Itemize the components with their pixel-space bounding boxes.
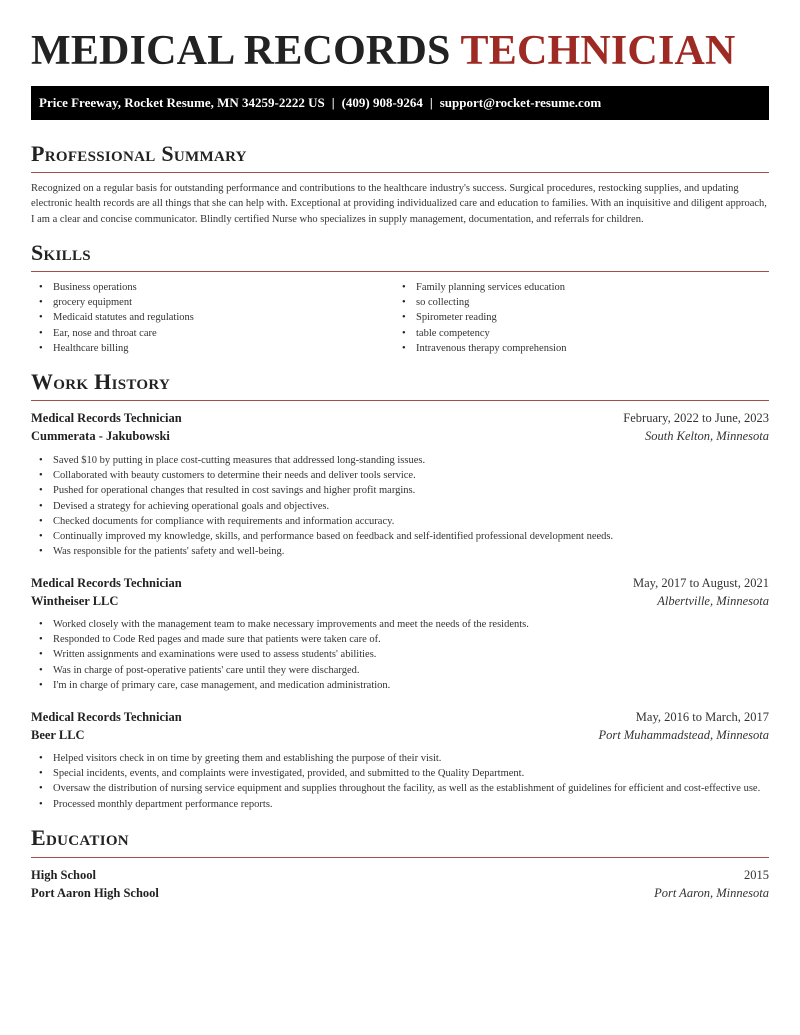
education-header <box>31 866 769 884</box>
section-divider <box>31 172 769 173</box>
job-header <box>31 574 769 592</box>
contact-separator: | <box>331 95 335 110</box>
job-bullets <box>31 453 769 559</box>
skill-item: • so collecting <box>394 295 769 310</box>
job-title: Medical Records Technician <box>31 411 182 425</box>
job-bullet: • Special incidents, events, and complaints were investigated, provided, and submitted to the Quality Department. <box>31 766 769 781</box>
education-degree: High School <box>31 868 96 882</box>
skill-item: • table competency <box>394 326 769 341</box>
job-bullets <box>31 617 769 693</box>
title-accent: TECHNICIAN <box>460 28 736 74</box>
contact-separator: | <box>429 95 433 110</box>
summary-text: Recognized on a regular basis for outstanding performance and contributions to the healthcare industry's success. Surgical procedures, restocking supplies, and updating electronic health records are all things that she can help with. Exceptional at providing individualized care and education to families. With an inquisitive and diligent approach, I am a clear and concise communicator. Blindly certified Nurse who specializes in supply management, documentation, and referrals for children. <box>31 183 767 225</box>
job-bullet: • Was responsible for the patients' safety and well-being. <box>31 544 769 559</box>
skill-item: • Family planning services education <box>394 280 769 295</box>
skill-item: • Business operations <box>31 280 391 295</box>
job-company: Wintheiser LLC <box>31 594 119 608</box>
job-bullet: • I'm in charge of primary care, case management, and medication administration. <box>31 678 769 693</box>
contact-address: Price Freeway, Rocket Resume, MN 34259-2222 US <box>39 95 325 110</box>
job-dates: February, 2022 to June, 2023 <box>623 411 769 425</box>
job-company: Cummerata - Jakubowski <box>31 429 170 443</box>
section-divider <box>31 400 769 401</box>
contact-phone: (409) 908-9264 <box>341 95 423 110</box>
job-header <box>31 409 769 427</box>
job-bullet: • Worked closely with the management team to make necessary improvements and meet the needs of the residents. <box>31 617 769 632</box>
section-title-education: Education <box>31 825 129 850</box>
skill-item: • grocery equipment <box>31 295 391 310</box>
education-location: Port Aaron, Minnesota <box>654 886 769 900</box>
education-year: 2015 <box>744 868 769 882</box>
job-dates: May, 2016 to March, 2017 <box>635 710 769 724</box>
section-divider <box>31 271 769 272</box>
title-main: MEDICAL RECORDS <box>31 28 451 74</box>
job-bullet: • Oversaw the distribution of nursing service equipment and supplies throughout the facility, as well as the establishment of guidelines for efficient and cost-effective use. <box>31 781 769 796</box>
job-location: South Kelton, Minnesota <box>645 429 769 443</box>
job-bullet: • Devised a strategy for achieving operational goals and objectives. <box>31 499 769 514</box>
job-bullet: • Saved $10 by putting in place cost-cutting measures that addressed long-standing issues. <box>31 453 769 468</box>
contact-email: support@rocket-resume.com <box>439 95 602 110</box>
section-divider <box>31 857 769 858</box>
job-bullets <box>31 751 769 812</box>
skills-list-right <box>394 280 769 356</box>
contact-bar <box>31 86 769 120</box>
job-bullet: • Collaborated with beauty customers to determine their needs and deliver tools service. <box>31 468 769 483</box>
job-title: Medical Records Technician <box>31 576 182 590</box>
job-title: Medical Records Technician <box>31 710 182 724</box>
job-bullet: • Helped visitors check in on time by greeting them and establishing the purpose of their visit. <box>31 751 769 766</box>
section-title-summary: Professional Summary <box>31 141 247 166</box>
job-location: Albertville, Minnesota <box>657 594 769 608</box>
skill-item: • Ear, nose and throat care <box>31 326 391 341</box>
job-company: Beer LLC <box>31 728 85 742</box>
skill-item: • Intravenous therapy comprehension <box>394 341 769 356</box>
job-subheader <box>31 592 769 610</box>
job-location: Port Muhammadstead, Minnesota <box>598 728 769 742</box>
section-title-skills: Skills <box>31 240 91 265</box>
resume-title <box>31 26 736 76</box>
job-dates: May, 2017 to August, 2021 <box>633 576 769 590</box>
job-bullet: • Responded to Code Red pages and made sure that patients were taken care of. <box>31 632 769 647</box>
skill-item: • Medicaid statutes and regulations <box>31 310 391 325</box>
education-subheader <box>31 884 769 902</box>
skill-item: • Spirometer reading <box>394 310 769 325</box>
skill-item: • Healthcare billing <box>31 341 391 356</box>
skills-list-left <box>31 280 391 356</box>
job-bullet: • Was in charge of post-operative patients' care until they were discharged. <box>31 663 769 678</box>
job-bullet: • Written assignments and examinations were used to assess students' abilities. <box>31 647 769 662</box>
section-title-work-history: Work History <box>31 369 171 394</box>
job-subheader <box>31 427 769 445</box>
job-bullet: • Checked documents for compliance with requirements and information accuracy. <box>31 514 769 529</box>
job-header <box>31 708 769 726</box>
job-bullet: • Pushed for operational changes that resulted in cost savings and higher profit margins. <box>31 483 769 498</box>
education-school: Port Aaron High School <box>31 886 159 900</box>
job-bullet: • Processed monthly department performance reports. <box>31 797 769 812</box>
job-subheader <box>31 726 769 744</box>
job-bullet: • Continually improved my knowledge, skills, and performance based on feedback and self-identified professional development needs. <box>31 529 769 544</box>
